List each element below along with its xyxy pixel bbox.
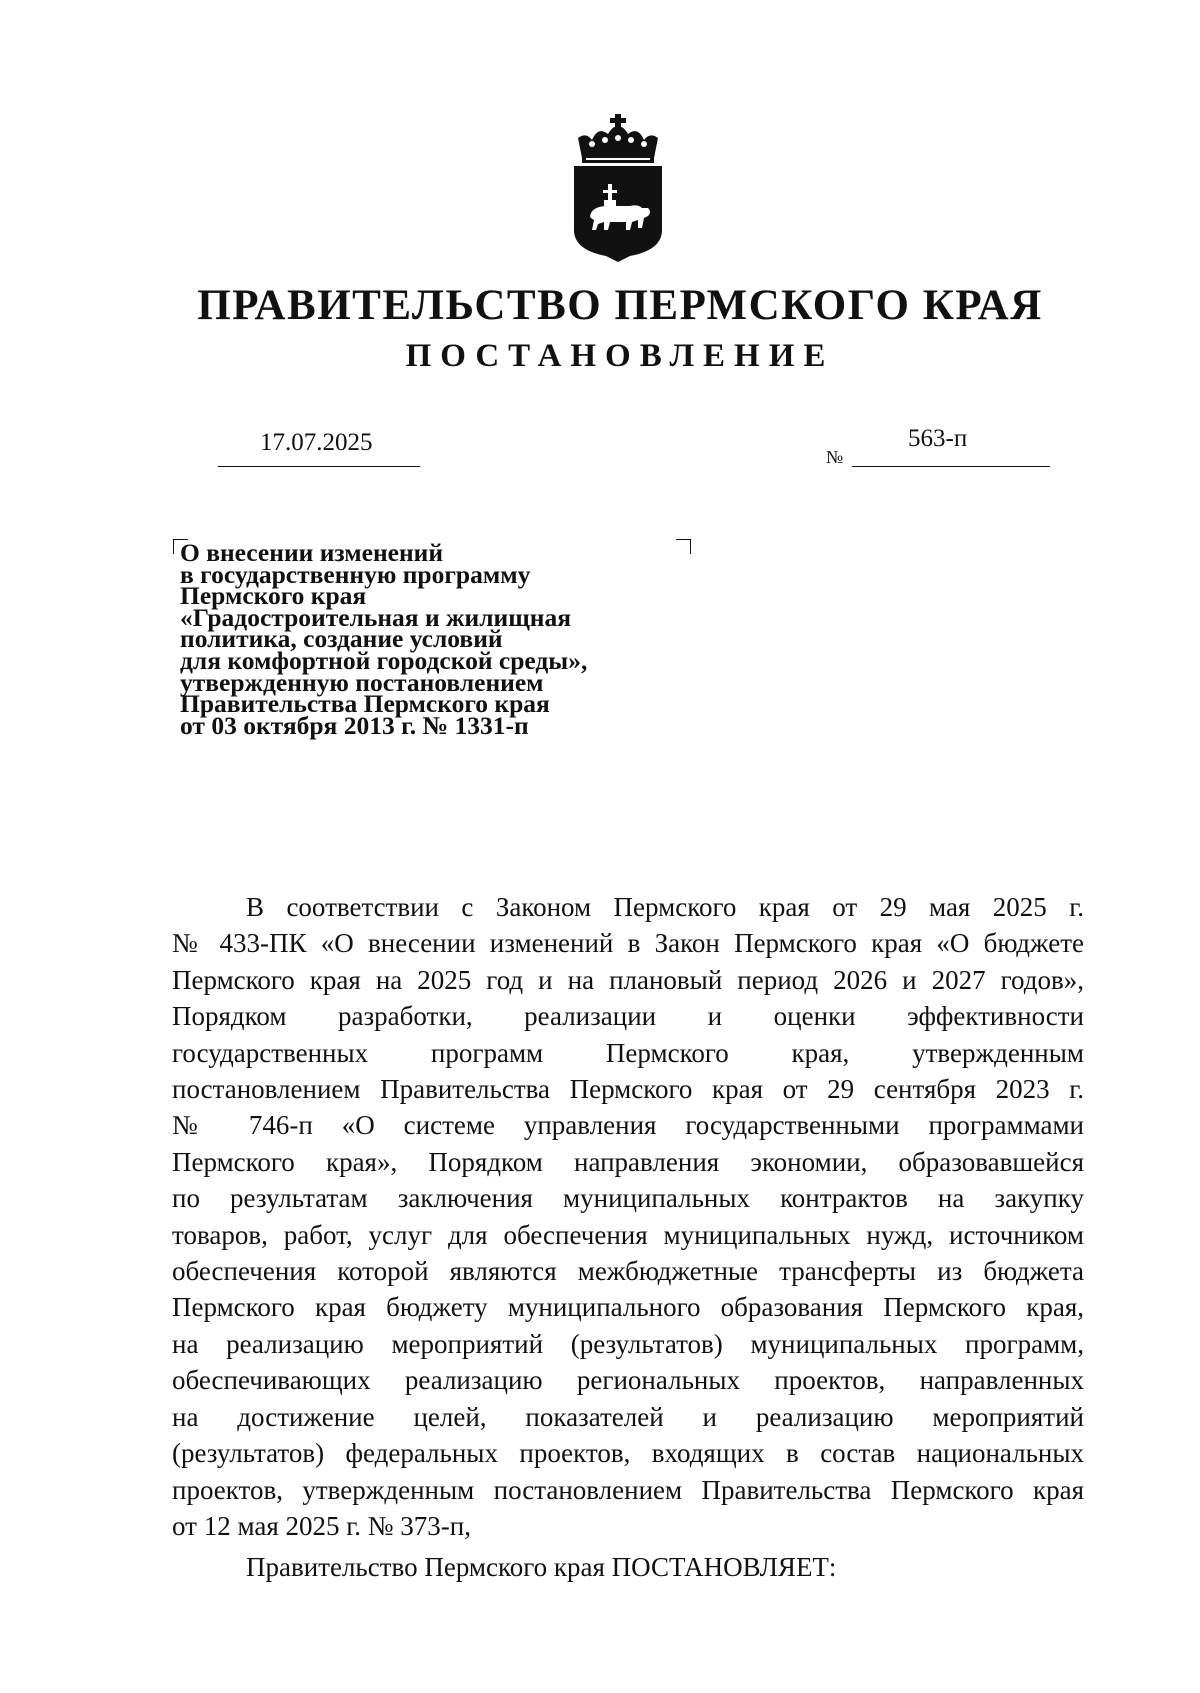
subject-line: утвержденную постановлением [180, 667, 544, 697]
subject-line: в государственную программу [180, 559, 531, 589]
preamble-paragraph [172, 889, 1084, 1544]
preamble-line: обеспечивающих реализацию региональных проектов, направленных [172, 1365, 1084, 1396]
preamble-line: на реализацию мероприятий (результатов) муниципальных программ, [172, 1328, 1084, 1359]
document-date: 17.07.2025 [260, 429, 373, 456]
subject-line: от 03 октября 2013 г. № 1331-п [180, 710, 529, 740]
preamble-line: № 746-п «О системе управления государственными программами [172, 1110, 1084, 1141]
document-subject [180, 538, 700, 740]
preamble-line: В соответствии с Законом Пермского края от 29 мая 2025 г. [246, 892, 1084, 922]
number-sign: № [826, 447, 844, 467]
organization-title: ПРАВИТЕЛЬСТВО ПЕРМСКОГО КРАЯ [197, 282, 1043, 329]
subject-line: политика, создание условий [180, 624, 503, 654]
preamble-line: по результатам заключения муниципальных контрактов на закупку [172, 1183, 1084, 1214]
preamble-line: Пермского края на 2025 год и на плановый период 2026 и 2027 годов», [172, 964, 1084, 995]
preamble-line: (результатов) федеральных проектов, входящих в состав национальных [172, 1438, 1084, 1469]
document-number: 563-п [908, 425, 968, 452]
document-type-title: ПОСТАНОВЛЕНИЕ [405, 338, 835, 374]
preamble-line: от 12 мая 2025 г. № 373-п, [172, 1510, 471, 1541]
preamble-line: постановлением Правительства Пермского края от 29 сентября 2023 г. [172, 1074, 1084, 1105]
preamble-line: Порядком разработки, реализации и оценки эффективности [172, 1001, 1084, 1032]
decree-statement: Правительство Пермского края ПОСТАНОВЛЯЕТ: [246, 1552, 837, 1582]
preamble-line: № 433-ПК «О внесении изменений в Закон Пермского края «О бюджете [172, 928, 1084, 959]
subject-line: для комфортной городской среды», [180, 645, 588, 675]
subject-line: «Градостроительная и жилищная [180, 602, 571, 632]
subject-line: Правительства Пермского края [180, 689, 550, 719]
preamble-line: Пермского края», Порядком направления экономии, образовавшейся [172, 1146, 1084, 1177]
preamble-line: на достижение целей, показателей и реализацию мероприятий [172, 1401, 1084, 1432]
coat-of-arms-icon [568, 112, 668, 262]
preamble-line: государственных программ Пермского края, утвержденным [172, 1037, 1084, 1068]
preamble-line: товаров, работ, услуг для обеспечения муниципальных нужд, источником [172, 1219, 1084, 1250]
preamble-line: обеспечения которой являются межбюджетные трансферты из бюджета [172, 1256, 1084, 1287]
preamble-line: Пермского края бюджету муниципального образования Пермского края, [172, 1292, 1084, 1323]
subject-line: О внесении изменений [180, 538, 444, 567]
subject-line: Пермского края [180, 581, 367, 611]
preamble-line: проектов, утвержденным постановлением Правительства Пермского края [172, 1474, 1084, 1505]
